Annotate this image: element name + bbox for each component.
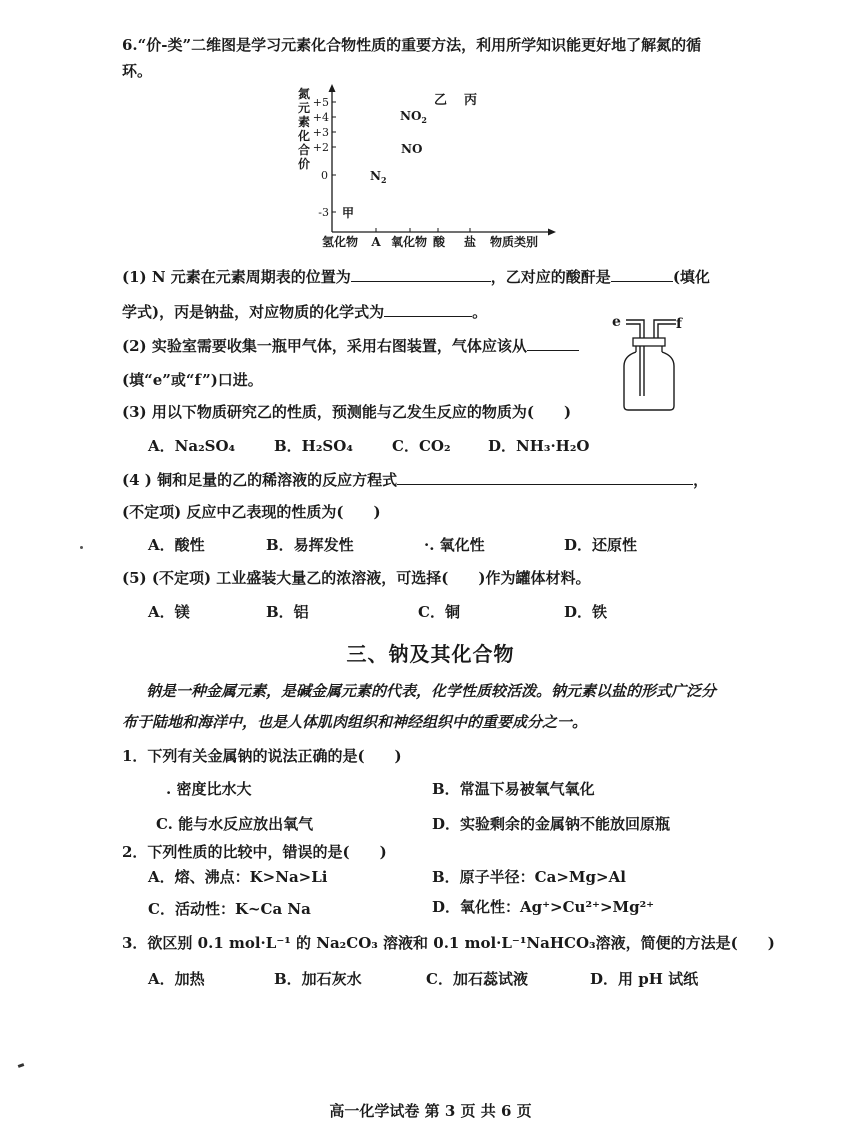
ylabel-char: 氮: [298, 87, 311, 101]
option[interactable]: . 密度比水大: [166, 780, 252, 798]
option[interactable]: C．CO₂: [392, 437, 451, 455]
point-bing: 丙: [464, 93, 478, 108]
question-3: 3．欲区别 0.1 mol·L⁻¹ 的 Na₂CO₃ 溶液和 0.1 mol·L⁻¹NaHCO₃溶液，简便的方法是( ): [122, 934, 775, 952]
answer-blank[interactable]: [527, 336, 579, 351]
y-tick-label: +2: [312, 141, 329, 154]
y-tick-label: 0: [321, 169, 328, 182]
valence-class-chart: [290, 82, 560, 252]
option[interactable]: D．用 pH 试纸: [590, 970, 699, 988]
option[interactable]: B．易挥发性: [266, 536, 354, 554]
q6-intro-line2: 环。: [122, 62, 153, 80]
scan-speck: [80, 546, 83, 549]
option[interactable]: B．原子半径：Ca>Mg>Al: [432, 868, 626, 886]
option[interactable]: A．酸性: [148, 536, 205, 554]
question-2: 2．下列性质的比较中，错误的是( ): [122, 843, 387, 861]
x-axis-label: 物质类别: [489, 235, 539, 249]
option[interactable]: D．还原性: [564, 536, 638, 554]
option[interactable]: B．加石灰水: [274, 970, 362, 988]
option[interactable]: D．实验剩余的金属钠不能放回原瓶: [432, 815, 671, 833]
option[interactable]: C．活动性：K~Ca Na: [148, 900, 311, 918]
page-footer: 高一化学试卷 第 3 页 共 6 页: [329, 1102, 532, 1120]
answer-blank[interactable]: [384, 302, 472, 317]
option[interactable]: D．NH₃·H₂O: [488, 437, 590, 455]
option[interactable]: C. 能与水反应放出氧气: [156, 815, 314, 833]
q6-part2-line2: (填“e”或“f”)口进。: [122, 371, 263, 389]
scan-speck: [18, 1063, 25, 1068]
section-heading: 三、钠及其化合物: [346, 642, 515, 666]
x-tick-label: 盐: [463, 235, 477, 249]
port-f-label: f: [676, 316, 683, 332]
answer-blank[interactable]: [611, 267, 673, 282]
port-e-label: e: [612, 314, 621, 330]
q6-part2-line1: (2) 实验室需要收集一瓶甲气体，采用右图装置，气体应该从: [122, 335, 579, 356]
q6-part3: (3) 用以下物质研究乙的性质，预测能与乙发生反应的物质为( ): [122, 403, 572, 421]
q6-part1-line1: (1) N 元素在元素周期表的位置为 ，乙对应的酸酐是 (填化: [122, 268, 710, 286]
y-tick-label: +5: [312, 96, 329, 109]
y-axis-arrow: [329, 84, 336, 92]
option[interactable]: A．镁: [148, 603, 190, 621]
point-jia: 甲: [342, 206, 355, 220]
option[interactable]: B．铝: [266, 603, 309, 621]
option[interactable]: B．H₂SO₄: [274, 437, 353, 455]
option[interactable]: A．加热: [148, 970, 205, 988]
q6-part5: (5) (不定项) 工业盛装大量乙的浓溶液，可选择( )作为罐体材料。: [122, 569, 591, 587]
q6-part4-line1: (4 ) 铜和足量的乙的稀溶液的反应方程式 ，: [122, 471, 709, 489]
option[interactable]: B．常温下易被氧气氧化: [432, 780, 595, 798]
option[interactable]: C．铜: [418, 603, 460, 621]
x-tick-label: 氧化物: [390, 235, 428, 249]
option[interactable]: C．加石蕊试液: [426, 970, 528, 988]
option[interactable]: A．Na₂SO₄: [148, 437, 236, 455]
section-intro-line2: 布于陆地和海洋中，也是人体肌肉组织和神经组织中的重要成分之一。: [122, 713, 588, 731]
ylabel-char: 素: [298, 115, 311, 129]
ylabel-char: 元: [298, 101, 311, 115]
option[interactable]: D．氧化性：Ag⁺>Cu²⁺>Mg²⁺: [432, 898, 655, 916]
y-tick-label: -3: [318, 206, 329, 219]
option[interactable]: A．熔、沸点：K>Na>Li: [148, 868, 328, 886]
point-no2: $NO_2$: [400, 109, 427, 125]
point-no: NO: [401, 142, 423, 156]
y-tick-label: +3: [312, 126, 329, 139]
emphasis-wrong: 错误: [282, 843, 313, 861]
x-axis-arrow: [548, 229, 556, 236]
x-tick-label: A: [371, 235, 381, 249]
ylabel-char: 合: [298, 143, 311, 157]
answer-blank[interactable]: [397, 470, 693, 485]
point-yi: 乙: [434, 93, 448, 108]
ylabel-char: 价: [298, 157, 311, 171]
q6-intro-line1: 6.“价-类”二维图是学习元素化合物性质的重要方法，利用所学知识能更好地了解氮的循: [122, 36, 702, 54]
x-tick-label: 氢化物: [321, 235, 359, 249]
gas-collection-bottle: [606, 310, 706, 414]
option[interactable]: D．铁: [564, 603, 608, 621]
question-1: 1．下列有关金属钠的说法正确的是( ): [122, 747, 402, 765]
y-tick-label: +4: [312, 111, 329, 124]
ylabel-char: 化: [298, 129, 311, 143]
answer-blank[interactable]: [351, 267, 491, 282]
x-tick-label: 酸: [432, 235, 446, 249]
section-intro-line1: 钠是一种金属元素，是碱金属元素的代表，化学性质较活泼。钠元素以盐的形式广泛分: [146, 682, 717, 700]
q6-part4-line2: (不定项) 反应中乙表现的性质为( ): [122, 503, 381, 521]
option[interactable]: ·. 氧化性: [424, 536, 485, 554]
point-n2: $N_2$: [370, 169, 387, 185]
q6-part1-line2: 学式)，丙是钠盐，对应物质的化学式为 。: [122, 303, 488, 321]
